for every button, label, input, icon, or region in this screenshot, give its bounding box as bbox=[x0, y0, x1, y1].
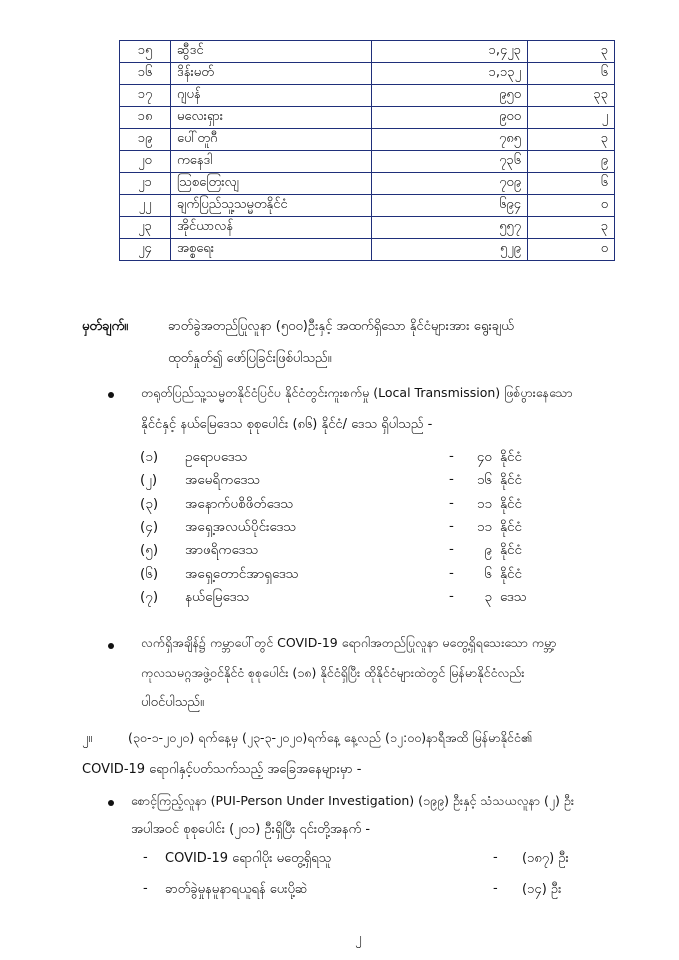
row-number: ၁၆ bbox=[120, 63, 171, 85]
region-separator: - bbox=[449, 517, 454, 534]
bullet-icon bbox=[108, 643, 114, 649]
row-number: ၂၀ bbox=[120, 151, 171, 173]
region-index: (၆) bbox=[140, 565, 159, 582]
region-unit: နိုင်ငံ bbox=[500, 495, 522, 512]
region-separator: - bbox=[449, 471, 454, 488]
region-index: (၃) bbox=[140, 495, 159, 512]
bullet3-line-1: စောင့်ကြည့်လူနာ (PUI-Person Under Investigation) (၁၉၉) ဦးနှင့် သံသယလူနာ (၂) ဦး bbox=[131, 793, 574, 808]
death-count: ၉ bbox=[528, 151, 615, 173]
region-name: အရှေ့တောင်အာရှဒေသ bbox=[185, 565, 299, 582]
region-name: နယ်မြေဒေသ bbox=[185, 588, 250, 605]
note-line-1: ခာတ်ခွဲအတည်ပြုလူနာ (၅၀၀)ဦးနှင့် အထက်ရှိသော နိုင်ငံများအား ရွေးချယ် bbox=[168, 319, 514, 334]
region-count: ၁၁ bbox=[476, 518, 492, 535]
region-separator: - bbox=[449, 564, 454, 581]
table-row bbox=[120, 239, 615, 261]
item-dash: - bbox=[143, 850, 148, 865]
bullet2-line-2: ကုလသမဂ္ဂအဖွဲ့ဝင်နိုင်ငံ စုစုပေါင်း (၁၈) နိုင်ငံရှိပြီး ထိုနိုင်ငံများထဲတွင် မြန်မာနိုင်ငံလည်း bbox=[141, 665, 525, 680]
table-row bbox=[120, 129, 615, 151]
item-separator: - bbox=[493, 881, 498, 896]
row-number: ၁၇ bbox=[120, 85, 171, 107]
death-count: ၆ bbox=[528, 173, 615, 195]
region-count: ၄၀ bbox=[476, 449, 492, 465]
case-count: ၉၀၀ bbox=[372, 107, 528, 129]
bullet-icon bbox=[108, 392, 114, 398]
country-name: ပေါ်တူဂီ bbox=[171, 129, 372, 151]
item-label: ခာတ်ခွဲမှုနမူနာရယူရန် ပေးပို့ဆဲ bbox=[165, 882, 308, 897]
region-index: (၇) bbox=[140, 588, 159, 605]
country-name: အိုင်ယာလန် bbox=[171, 217, 372, 239]
table-row bbox=[120, 195, 615, 217]
row-number: ၁၅ bbox=[120, 41, 171, 63]
row-number: ၂၄ bbox=[120, 239, 171, 261]
region-index: (၄) bbox=[140, 518, 159, 535]
item-dash: - bbox=[143, 881, 148, 896]
row-number: ၂၂ bbox=[120, 195, 171, 217]
item-value: (၁၈၇) ဦး bbox=[522, 851, 569, 866]
page-number: ၂ bbox=[355, 931, 362, 946]
country-name: ကနေဒါ bbox=[171, 151, 372, 173]
region-separator: - bbox=[449, 587, 454, 604]
region-index: (၂) bbox=[140, 472, 158, 489]
death-count: ၂ bbox=[528, 107, 615, 129]
item-label: COVID-19 ရောဂါပိုး မတွေ့ရှိရသူ bbox=[165, 851, 332, 866]
section2-line-2: COVID-19 ရောဂါနှင့်ပတ်သက်သည့် အခြေအနေများမှာ - bbox=[82, 762, 362, 777]
region-unit: နိုင်ငံ bbox=[500, 518, 522, 535]
section2-number: ၂။ bbox=[82, 731, 93, 746]
region-index: (၅) bbox=[140, 542, 159, 559]
region-separator: - bbox=[449, 448, 454, 464]
table-row bbox=[120, 41, 615, 63]
case-count: ၇၃၆ bbox=[372, 151, 528, 173]
death-count: ၃ bbox=[528, 217, 615, 239]
region-count: ၉ bbox=[484, 542, 492, 559]
region-name: အနောက်ပစိဖိတ်ဒေသ bbox=[185, 495, 294, 512]
country-name: ချက်ပြည်သူ့သမ္မတနိုင်ငံ bbox=[171, 195, 372, 217]
region-name: ဥရောပဒေသ bbox=[185, 449, 248, 465]
note-label: မှတ်ချက်။ bbox=[82, 319, 129, 334]
row-number: ၁၉ bbox=[120, 129, 171, 151]
case-table bbox=[119, 40, 615, 261]
case-count: ၅၅၇ bbox=[372, 217, 528, 239]
death-count: ၃၃ bbox=[528, 85, 615, 107]
note-line-2: ထုတ်နှုတ်၍ ဖော်ပြခြင်းဖြစ်ပါသည်။ bbox=[168, 351, 332, 366]
table-row bbox=[120, 173, 615, 195]
case-count: ၉၅၀ bbox=[372, 85, 528, 107]
region-separator: - bbox=[449, 494, 454, 511]
table-row bbox=[120, 151, 615, 173]
country-name: အစ္စရေး bbox=[171, 239, 372, 261]
region-name: အမေရိကဒေသ bbox=[185, 472, 261, 489]
case-count: ၅၂၉ bbox=[372, 239, 528, 261]
bullet2-line-3: ပါဝင်ပါသည်။ bbox=[141, 695, 204, 710]
case-count: ၁,၄၂၃ bbox=[372, 41, 528, 63]
region-count: ၆ bbox=[484, 565, 492, 582]
item-separator: - bbox=[493, 850, 498, 865]
death-count: ၃ bbox=[528, 129, 615, 151]
country-name: ဆွီဒင် bbox=[171, 41, 372, 63]
country-name: မလေးရှား bbox=[171, 107, 372, 129]
case-count: ၇၈၅ bbox=[372, 129, 528, 151]
region-count: ၁၁ bbox=[476, 495, 492, 512]
region-count: ၃ bbox=[484, 588, 492, 605]
table-row bbox=[120, 217, 615, 239]
bullet1-line-1: တရုတ်ပြည်သူ့သမ္မတနိုင်ငံပြင်ပ နိုင်ငံတွင်းကူးစက်မှု (Local Transmission) ဖြစ်ပွားနေသော bbox=[141, 385, 573, 400]
region-unit: နိုင်ငံ bbox=[500, 449, 522, 465]
country-name: ဩစတြေးလျ bbox=[171, 173, 372, 195]
section2-line-1: (၃၀-၁-၂၀၂၀) ရက်နေ့မှ (၂၃-၃-၂၀၂၀)ရက်နေ့ နေ့လည် (၁၂:၀၀)နာရီအထိ မြန်မာနိုင်ငံ၏ bbox=[128, 730, 532, 745]
region-unit: ဒေသ bbox=[500, 588, 527, 605]
bullet-icon bbox=[108, 800, 114, 806]
table-row bbox=[120, 107, 615, 129]
death-count: ၀ bbox=[528, 195, 615, 217]
death-count: ၆ bbox=[528, 63, 615, 85]
region-unit: နိုင်ငံ bbox=[500, 472, 522, 489]
row-number: ၁၈ bbox=[120, 107, 171, 129]
case-count: ၆၉၄ bbox=[372, 195, 528, 217]
case-count: ၇၀၉ bbox=[372, 173, 528, 195]
table-row bbox=[120, 85, 615, 107]
death-count: ၀ bbox=[528, 239, 615, 261]
bullet2-line-1: လက်ရှိအချိန်၌ ကမ္ဘာပေါ်တွင် COVID-19 ရောဂါအတည်ပြုလူနာ မတွေ့ရှိရသေးသော ကမ္ဘာ့ bbox=[141, 635, 557, 650]
region-unit: နိုင်ငံ bbox=[500, 565, 522, 582]
region-name: အာဖရိကဒေသ bbox=[185, 542, 259, 559]
bullet1-line-2: နိုင်ငံနှင့် နယ်မြေဒေသ စုစုပေါင်း (၈၆) နိုင်ငံ/ ဒေသ ရှိပါသည် - bbox=[141, 417, 433, 432]
table-row bbox=[120, 63, 615, 85]
region-name: အရှေ့အလယ်ပိုင်းဒေသ bbox=[185, 518, 297, 535]
bullet3-line-2: အပါအဝင် စုစုပေါင်း (၂၀၁) ဦးရှိပြီး ၎င်းတို့အနက် - bbox=[131, 822, 371, 837]
region-index: (၁) bbox=[140, 449, 159, 465]
region-separator: - bbox=[449, 541, 454, 558]
case-count: ၁,၁၃၂ bbox=[372, 63, 528, 85]
country-name: ဂျပန် bbox=[171, 85, 372, 107]
item-value: (၁၄) ဦး bbox=[522, 882, 562, 897]
region-count: ၁၆ bbox=[476, 472, 492, 489]
row-number: ၂၃ bbox=[120, 217, 171, 239]
region-unit: နိုင်ငံ bbox=[500, 542, 522, 559]
country-name: ဒိန်းမတ် bbox=[171, 63, 372, 85]
death-count: ၃ bbox=[528, 41, 615, 63]
row-number: ၂၁ bbox=[120, 173, 171, 195]
